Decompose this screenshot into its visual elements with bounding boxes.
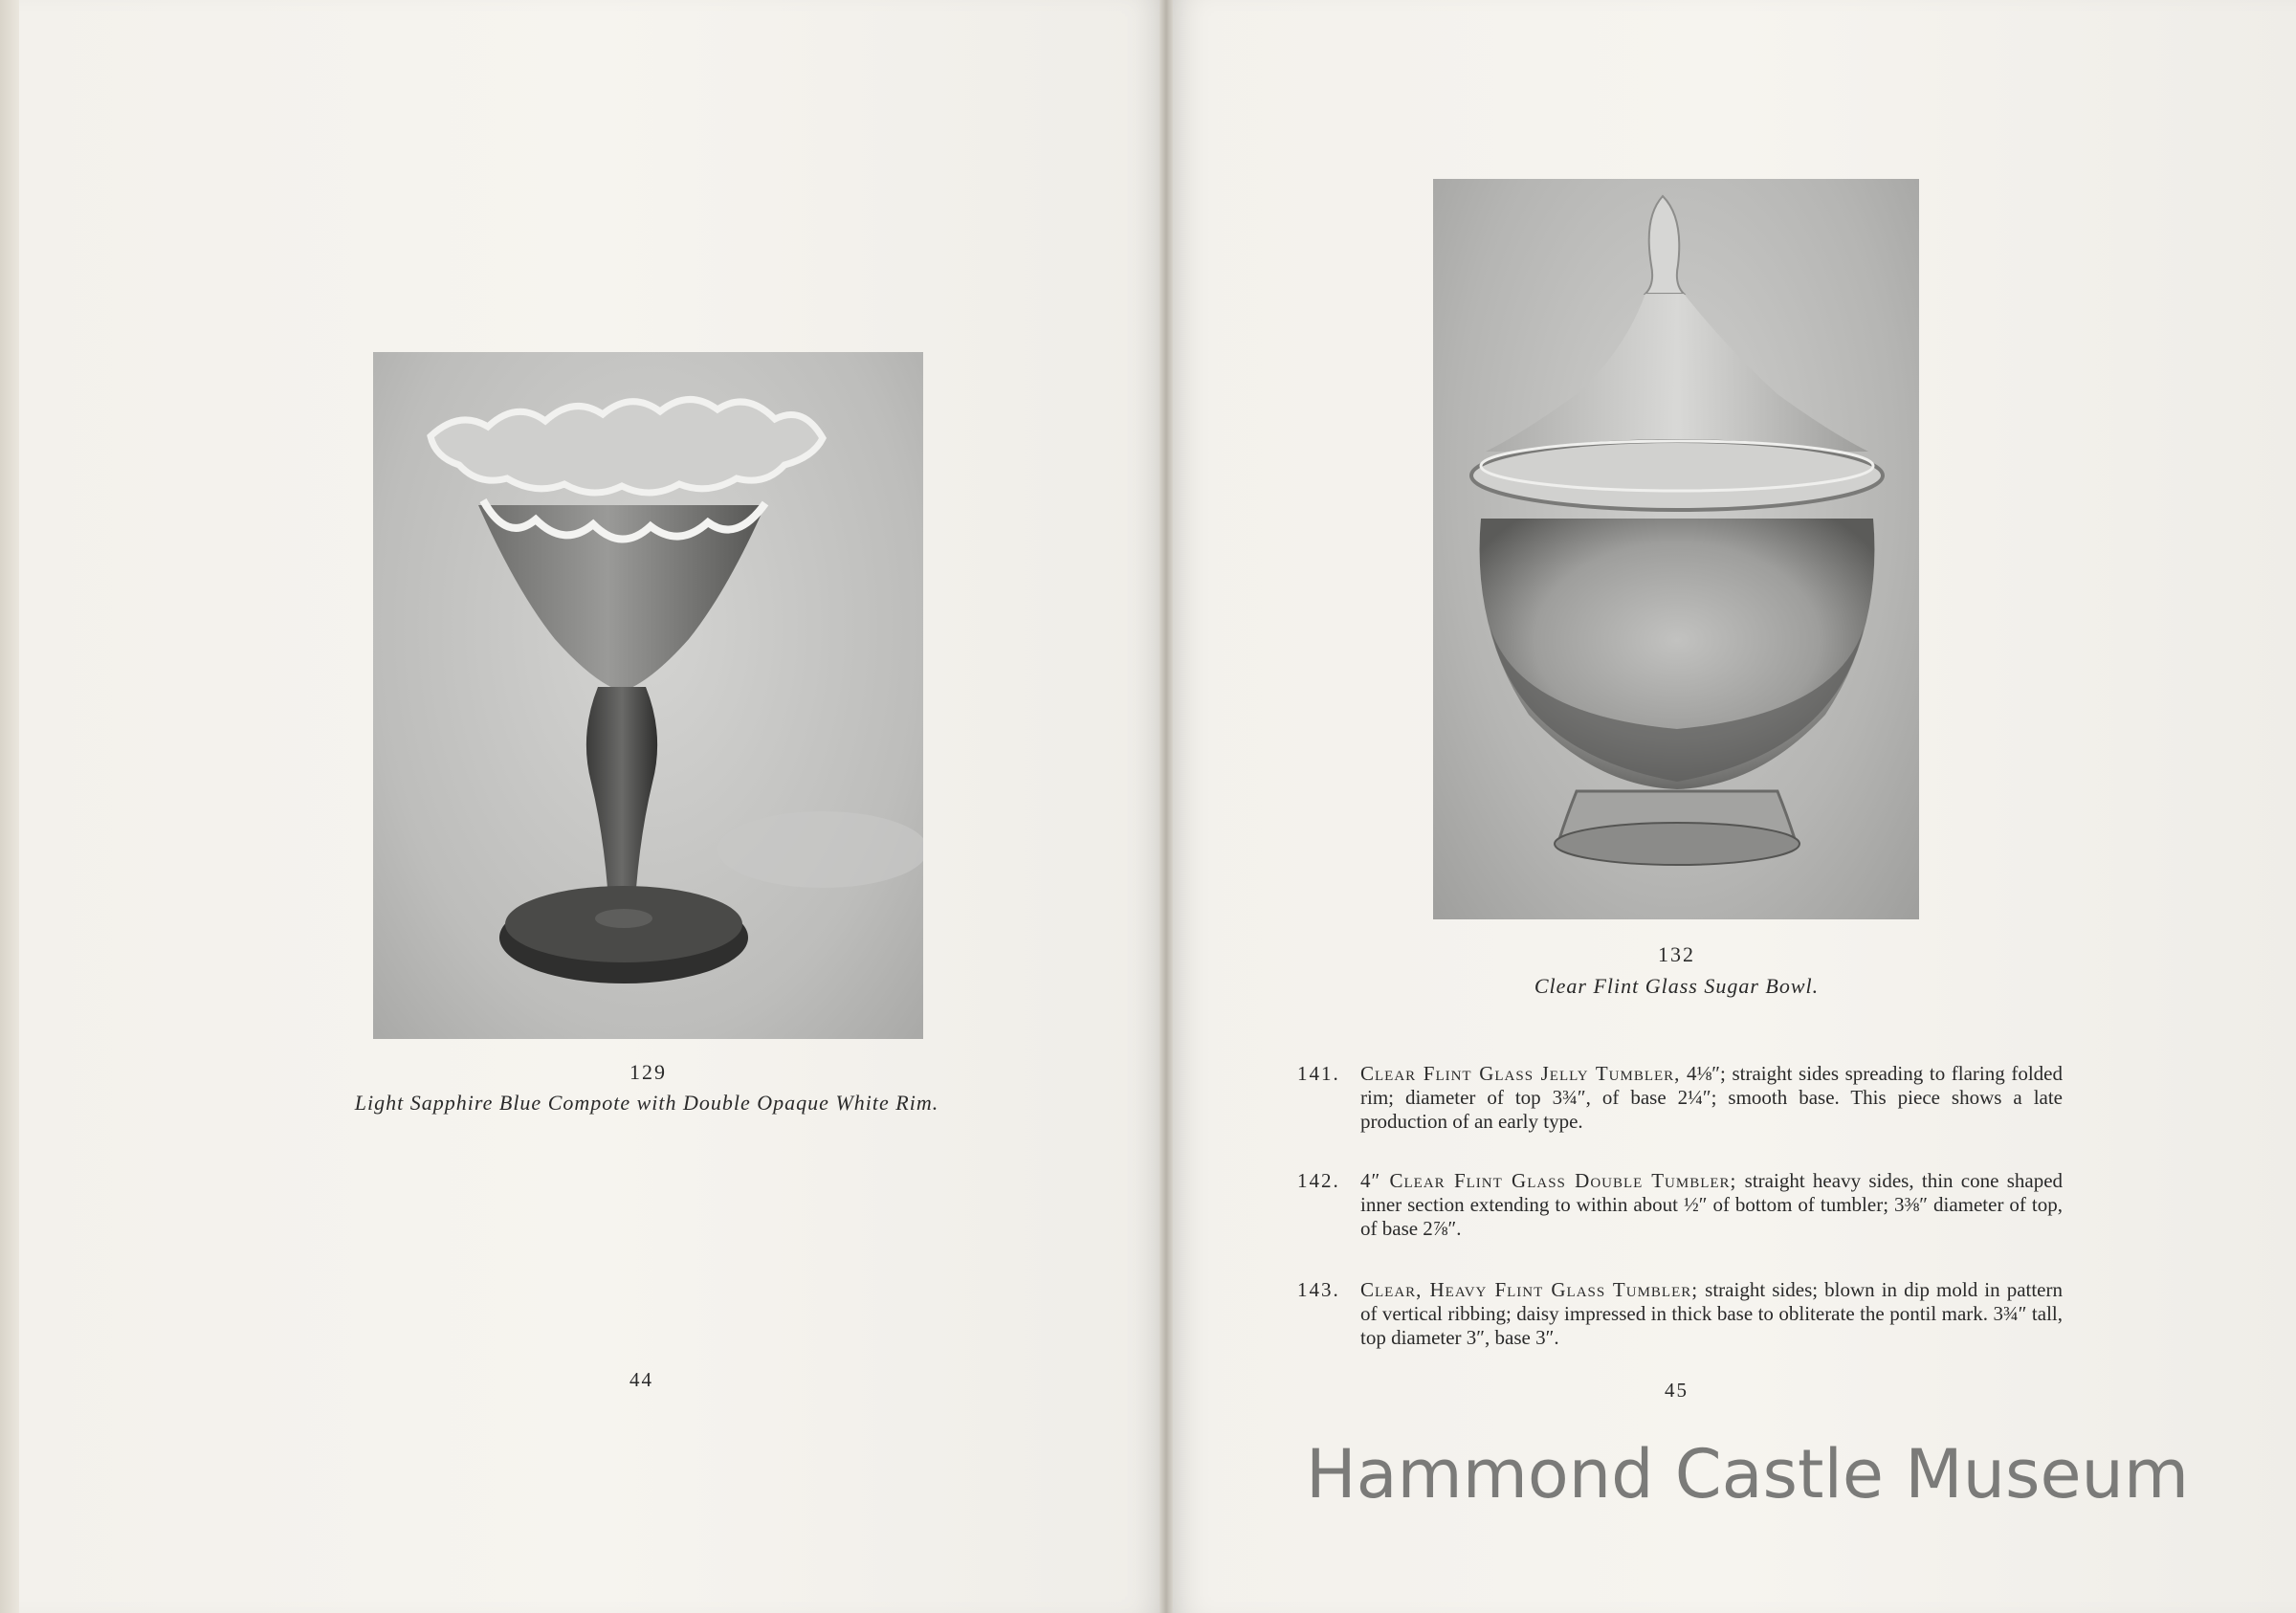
page-number-right: 45 (1665, 1379, 1689, 1402)
entry-title: Clear Flint Glass Jelly Tumbler, (1360, 1062, 1681, 1085)
catalog-entry-142 (1297, 1169, 2063, 1241)
entry-number: 141. (1297, 1062, 1340, 1085)
entry-text: straight heavy sides, thin cone shaped inner section extending to within about ½″ of bottom of tumbler; 3⅜″ diameter of top, of base 2⅞″. (1360, 1169, 2064, 1240)
catalog-entry-141 (1297, 1062, 2063, 1134)
entry-number: 142. (1297, 1169, 1340, 1192)
museum-watermark: Hammond Castle Museum (1306, 1435, 2190, 1514)
book-spine (1159, 0, 1173, 1613)
plate-number-129: 129 (629, 1060, 667, 1084)
book-edge (0, 0, 21, 1613)
sugar-bowl-photo (1433, 179, 1919, 919)
entry-text: straight sides; blown in dip mold in pattern of vertical ribbing; daisy impressed in thick base to obliterate the pontil mark. 3¾″ tall, top diameter 3″, base 3″. (1360, 1278, 2064, 1349)
compote-illustration (373, 352, 923, 1039)
compote-photo (373, 352, 923, 1039)
page-number-left: 44 (629, 1368, 653, 1391)
sugar-bowl-caption: Clear Flint Glass Sugar Bowl. (1534, 974, 1820, 998)
compote-caption: Light Sapphire Blue Compote with Double Opaque White Rim. (354, 1091, 939, 1115)
entry-text: 4⅛″; straight sides spreading to flaring folded rim; diameter of top 3¾″, of base 2¼″; smooth base. This piece shows a late production of an early type. (1360, 1062, 2063, 1133)
entry-title: 4″ Clear Flint Glass Double Tumbler; (1360, 1169, 1737, 1192)
plate-number-132: 132 (1658, 942, 1695, 966)
entry-number: 143. (1297, 1278, 1340, 1301)
sugar-bowl-illustration (1433, 179, 1919, 919)
entry-title: Clear, Heavy Flint Glass Tumbler; (1360, 1278, 1699, 1301)
catalog-entry-143 (1297, 1278, 2063, 1350)
